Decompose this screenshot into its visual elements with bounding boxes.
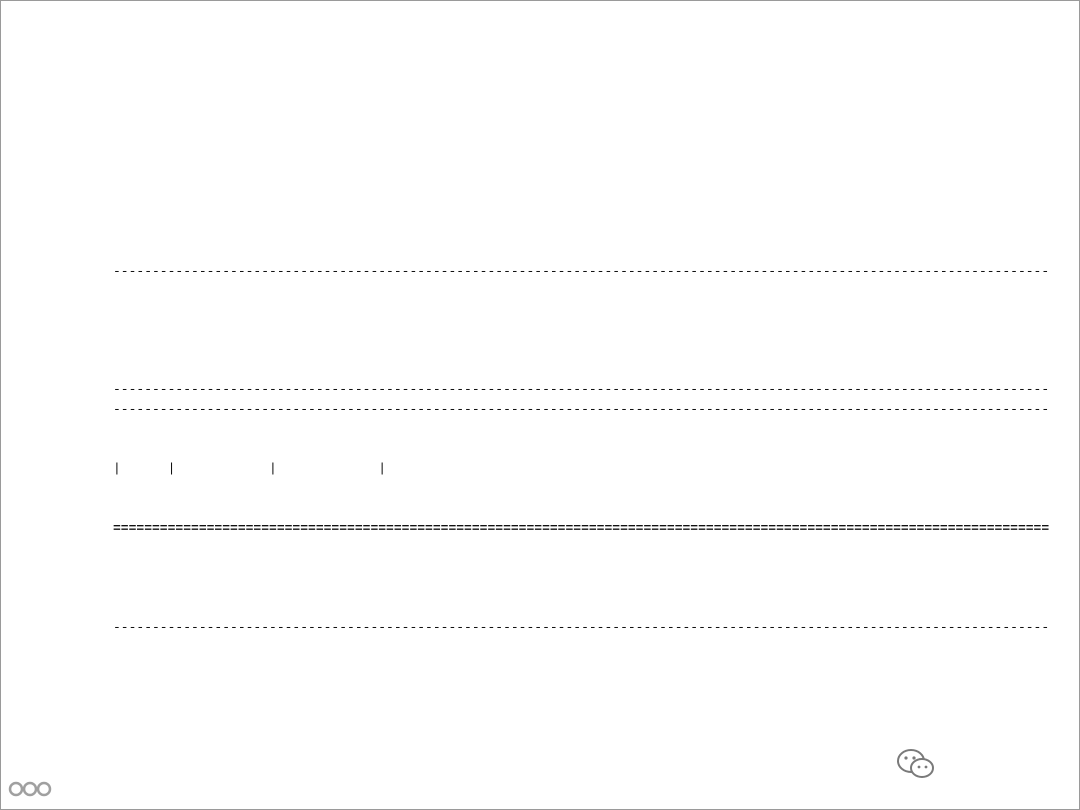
logo-icon [8, 777, 54, 801]
separator-line: ------------------------------------------------------------------------------------------------------------------------ [113, 382, 1050, 398]
transform-heading [113, 341, 788, 361]
separator-line: ------------------------------------------------------------------------------------------------------------------------ [113, 619, 1050, 635]
separator-line: ------------------------------------------------------------------------------------------------------------------------ [113, 263, 1050, 279]
separator-line: ------------------------------------------------------------------------------------------------------------------------ [113, 401, 1050, 417]
header-rule: ======================================================================================================================== [113, 520, 1050, 536]
transform-header-row: | | | | [113, 461, 387, 477]
wechat-icon [896, 747, 936, 781]
watermark-dashu [8, 774, 58, 804]
transform-table [113, 301, 1050, 657]
watermark-gis [896, 744, 942, 784]
